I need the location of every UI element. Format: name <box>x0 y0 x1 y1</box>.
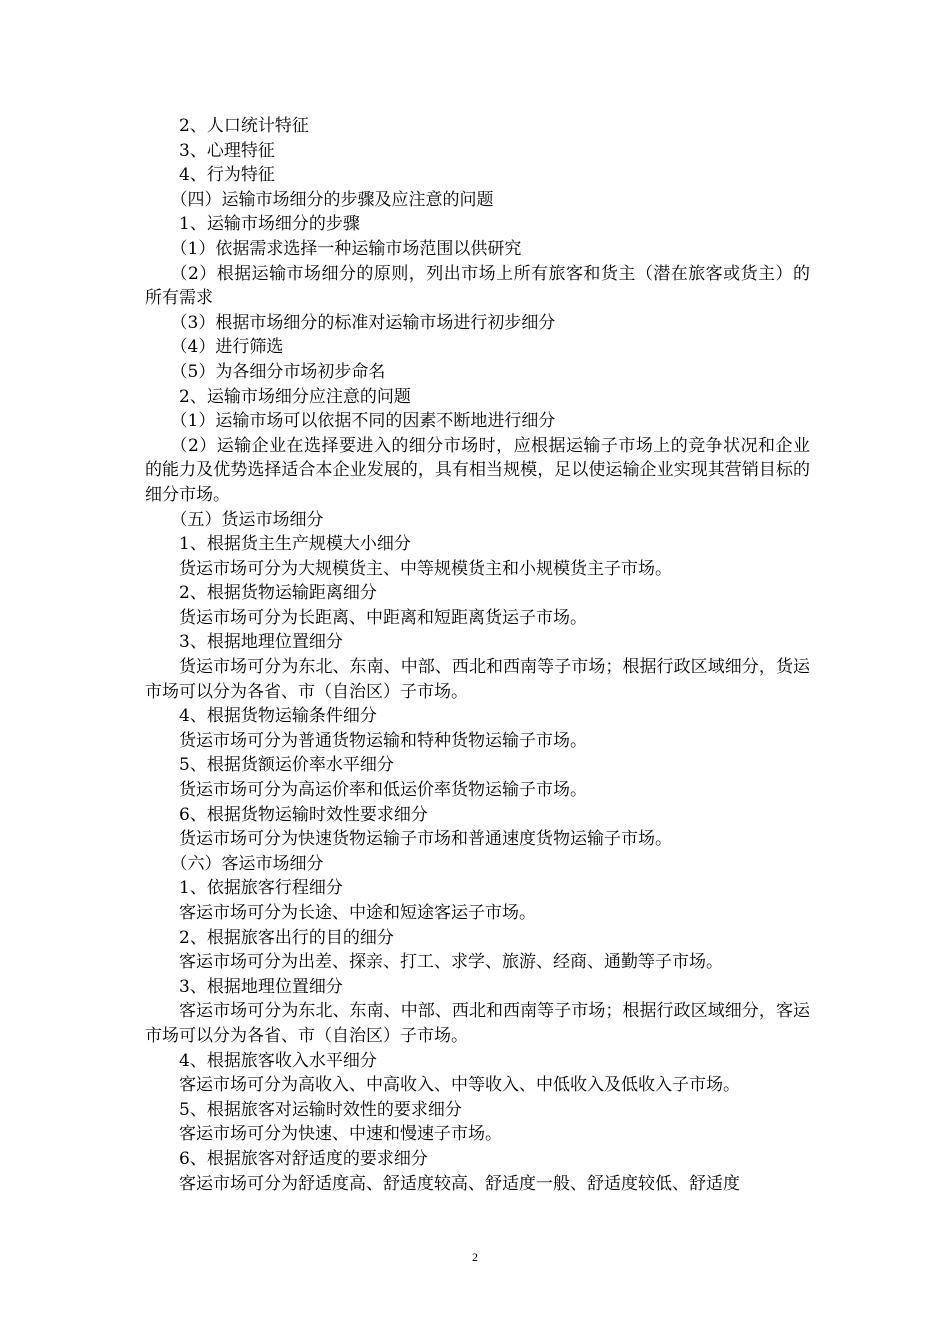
paragraph: 货运市场可分为大规模货主、中等规模货主和小规模货主子市场。 <box>179 558 672 579</box>
document-body <box>145 114 810 1196</box>
paragraph: （1）依据需求选择一种运输市场范围以供研究 <box>170 238 522 259</box>
paragraph: 1、根据货主生产规模大小细分 <box>179 534 411 555</box>
paragraph: 2、运输市场细分应注意的问题 <box>179 386 411 407</box>
paragraph: （2）运输企业在选择要进入的细分市场时，应根据运输子市场上的竞争状况和企业的能力及优势选择适合本企业发展的，具有相当规模，足以使运输企业实现其营销目标的细分市场。 <box>145 435 810 505</box>
paragraph: 2、根据旅客出行的目的细分 <box>179 927 394 948</box>
paragraph: 3、根据地理位置细分 <box>179 632 343 653</box>
paragraph: 货运市场可分为快速货物运输子市场和普通速度货物运输子市场。 <box>179 829 672 850</box>
paragraph: 客运市场可分为出差、探亲、打工、求学、旅游、经商、通勤等子市场。 <box>179 952 723 973</box>
paragraph: 5、根据旅客对运输时效性的要求细分 <box>179 1099 462 1120</box>
paragraph: 客运市场可分为快速、中速和慢速子市场。 <box>179 1124 502 1145</box>
paragraph: （3）根据市场细分的标准对运输市场进行初步细分 <box>170 312 556 333</box>
paragraph: （5）为各细分市场初步命名 <box>170 361 386 382</box>
paragraph: 客运市场可分为高收入、中高收入、中等收入、中低收入及低收入子市场。 <box>179 1075 740 1096</box>
paragraph: 1、运输市场细分的步骤 <box>179 214 360 235</box>
paragraph: （4）进行筛选 <box>170 337 284 358</box>
paragraph: 客运市场可分为舒适度高、舒适度较高、舒适度一般、舒适度较低、舒适度 <box>179 1173 740 1194</box>
paragraph: （六）客运市场细分 <box>170 853 324 874</box>
paragraph: 4、根据旅客收入水平细分 <box>179 1050 377 1071</box>
paragraph: 货运市场可分为高运价率和低运价率货物运输子市场。 <box>179 780 587 801</box>
paragraph: 5、根据货额运价率水平细分 <box>179 755 394 776</box>
paragraph: 货运市场可分为普通货物运输和特种货物运输子市场。 <box>179 730 587 751</box>
paragraph: 3、根据地理位置细分 <box>179 976 343 997</box>
paragraph: 1、依据旅客行程细分 <box>179 878 343 899</box>
paragraph: 2、根据货物运输距离细分 <box>179 583 377 604</box>
paragraph: 2、人口统计特征 <box>179 116 309 136</box>
paragraph: 货运市场可分为长距离、中距离和短距离货运子市场。 <box>179 607 587 628</box>
paragraph: （五）货运市场细分 <box>170 509 324 530</box>
paragraph: 6、根据货物运输时效性要求细分 <box>179 804 428 825</box>
paragraph: 4、根据货物运输条件细分 <box>179 706 377 727</box>
paragraph: （四）运输市场细分的步骤及应注意的问题 <box>170 189 494 210</box>
paragraph: （2）根据运输市场细分的原则，列出市场上所有旅客和货主（潜在旅客或货主）的所有需求 <box>145 263 810 309</box>
page-number: 2 <box>472 1250 478 1264</box>
paragraph: 6、根据旅客对舒适度的要求细分 <box>179 1148 428 1169</box>
paragraph: 客运市场可分为长途、中途和短途客运子市场。 <box>179 903 536 923</box>
paragraph: 客运市场可分为东北、东南、中部、西北和西南等子市场；根据行政区域细分，客运市场可以分为各省、市（自治区）子市场。 <box>145 1001 810 1046</box>
paragraph: 3、心理特征 <box>179 140 275 161</box>
paragraph: 货运市场可分为东北、东南、中部、西北和西南等子市场；根据行政区域细分，货运市场可以分为各省、市（自治区）子市场。 <box>145 657 810 702</box>
paragraph: （1）运输市场可以依据不同的因素不断地进行细分 <box>170 411 556 432</box>
paragraph: 4、行为特征 <box>179 165 275 186</box>
